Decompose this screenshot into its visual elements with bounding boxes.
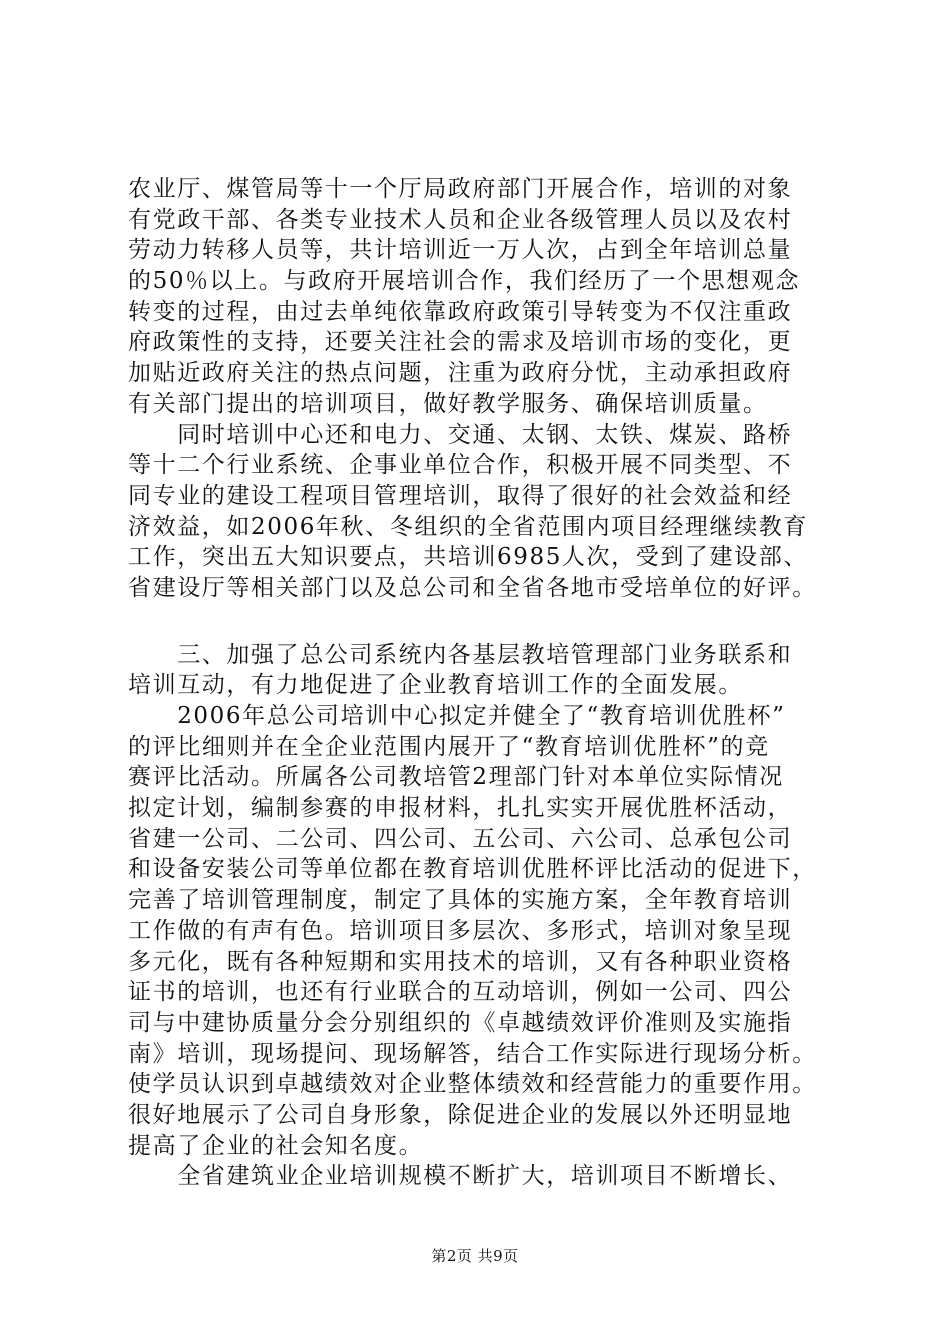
text-line: 省建设厅等相关部门以及总公司和全省各地市受培单位的好评。 — [128, 574, 817, 601]
text-line: 有党政干部、各类专业技术人员和企业各级管理人员以及农村 — [128, 206, 793, 233]
text-line: 三、加强了总公司系统内各基层教培管理部门业务联系和 — [128, 641, 793, 668]
text-line: 转变的过程，由过去单纯依靠政府政策引导转变为不仅注重政 — [128, 298, 793, 325]
text-line: 有关部门提出的培训项目，做好教学服务、确保培训质量。 — [128, 390, 768, 417]
document-body — [128, 174, 840, 1192]
text-line: 的50％以上。与政府开展培训合作，我们经历了一个思想观念 — [128, 268, 801, 295]
paragraph-training-scale — [128, 1161, 840, 1192]
text-line: 加贴近政府关注的热点问题，注重为政府分忧，主动承担政府 — [128, 360, 793, 387]
text-line: 赛评比活动。所属各公司教培管2理部门针对本单位实际情况 — [128, 764, 784, 791]
paragraph-spacer — [128, 604, 840, 640]
text-line: 同时培训中心还和电力、交通、太钢、太铁、煤炭、路桥 — [128, 421, 793, 448]
text-line: 司与中建协质量分会分别组织的《卓越绩效评价准则及实施指 — [128, 1009, 793, 1036]
text-line: 工作做的有声有色。培训项目多层次、多形式，培训对象呈现 — [128, 917, 793, 944]
text-line: 完善了培训管理制度，制定了具体的实施方案，全年教育培训 — [128, 887, 793, 914]
text-line: 南》培训，现场提问、现场解答，结合工作实际进行现场分析。 — [128, 1040, 817, 1067]
text-line: 省建一公司、二公司、四公司、五公司、六公司、总承包公司 — [128, 825, 793, 852]
section-heading-three — [128, 640, 840, 701]
text-line: 的评比细则并在全企业范围内展开了“教育培训优胜杯”的竞 — [128, 733, 770, 760]
text-line: 和设备安装公司等单位都在教育培训优胜杯评比活动的促进下， — [128, 856, 817, 883]
text-line: 农业厅、煤管局等十一个厅局政府部门开展合作，培训的对象 — [128, 176, 793, 202]
text-line: 很好地展示了公司自身形象，除促进企业的发展以外还明显地 — [128, 1101, 793, 1128]
text-line: 府政策性的支持，还要关注社会的需求及培训市场的变化，更 — [128, 329, 793, 356]
page-number-indicator: 第2页 共9页 — [431, 1247, 519, 1265]
text-line: 同专业的建设工程项目管理培训，取得了很好的社会效益和经 — [128, 482, 793, 509]
text-line: 培训互动，有力地促进了企业教育培训工作的全面发展。 — [128, 672, 743, 699]
text-line: 2006年总公司培训中心拟定并健全了“教育培训优胜杯” — [128, 703, 786, 729]
paragraph-cooperation-government — [128, 174, 840, 420]
text-line: 劳动力转移人员等，共计培训近一万人次，占到全年培训总量 — [128, 237, 793, 264]
text-line: 全省建筑业企业培训规模不断扩大，培训项目不断增长、 — [128, 1163, 793, 1190]
text-line: 工作，突出五大知识要点，共培训6985人次，受到了建设部、 — [128, 544, 808, 571]
paragraph-industry-cooperation — [128, 420, 840, 604]
text-line: 使学员认识到卓越绩效对企业整体绩效和经营能力的重要作用。 — [128, 1071, 817, 1098]
text-line: 证书的培训，也还有行业联合的互动培训，例如一公司、四公 — [128, 979, 793, 1006]
text-line: 等十二个行业系统、企事业单位合作，积极开展不同类型、不 — [128, 452, 793, 479]
paragraph-excellence-cup — [128, 701, 840, 1161]
page-footer — [0, 1245, 950, 1266]
text-line: 多元化，既有各种短期和实用技术的培训，又有各种职业资格 — [128, 948, 793, 975]
text-line: 拟定计划，编制参赛的申报材料，扎扎实实开展优胜杯活动， — [128, 795, 793, 822]
text-line: 提高了企业的社会知名度。 — [128, 1132, 424, 1159]
text-line: 济效益，如2006年秋、冬组织的全省范围内项目经理继续教育 — [128, 513, 808, 540]
